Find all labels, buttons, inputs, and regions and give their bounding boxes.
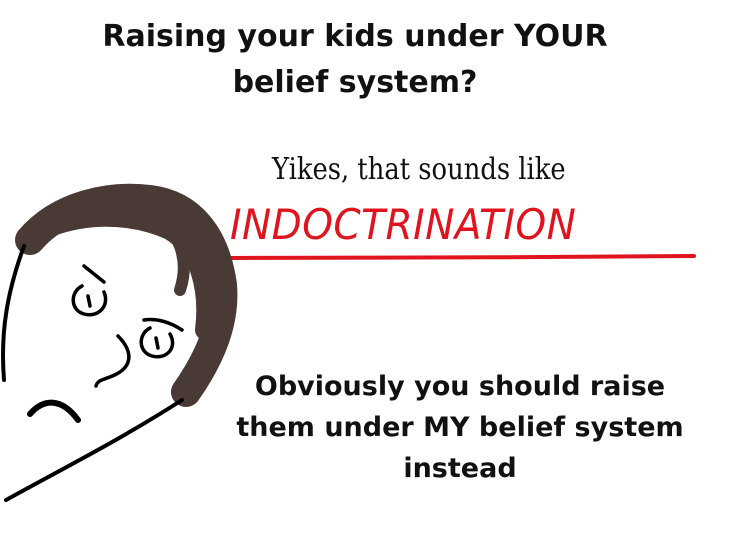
bottom-caption-line-3: instead bbox=[403, 453, 517, 484]
nose-icon bbox=[96, 336, 129, 386]
indoctrination-underline bbox=[228, 256, 694, 258]
indoctrination-word: INDOCTRINATION bbox=[230, 200, 577, 249]
top-caption-line-1: Raising your kids under YOUR bbox=[102, 19, 608, 54]
mouth-icon bbox=[30, 403, 78, 420]
bottom-caption-line-1: Obviously you should raise bbox=[254, 371, 666, 402]
top-caption-line-2: belief system? bbox=[232, 65, 478, 100]
head-outline bbox=[3, 246, 24, 380]
bottom-caption bbox=[180, 366, 740, 489]
right-eye-icon bbox=[141, 319, 182, 356]
yikes-text: Yikes, that sounds like bbox=[272, 152, 566, 187]
bottom-caption-line-2: them under MY belief system bbox=[236, 412, 684, 443]
left-eye-icon bbox=[73, 266, 105, 315]
